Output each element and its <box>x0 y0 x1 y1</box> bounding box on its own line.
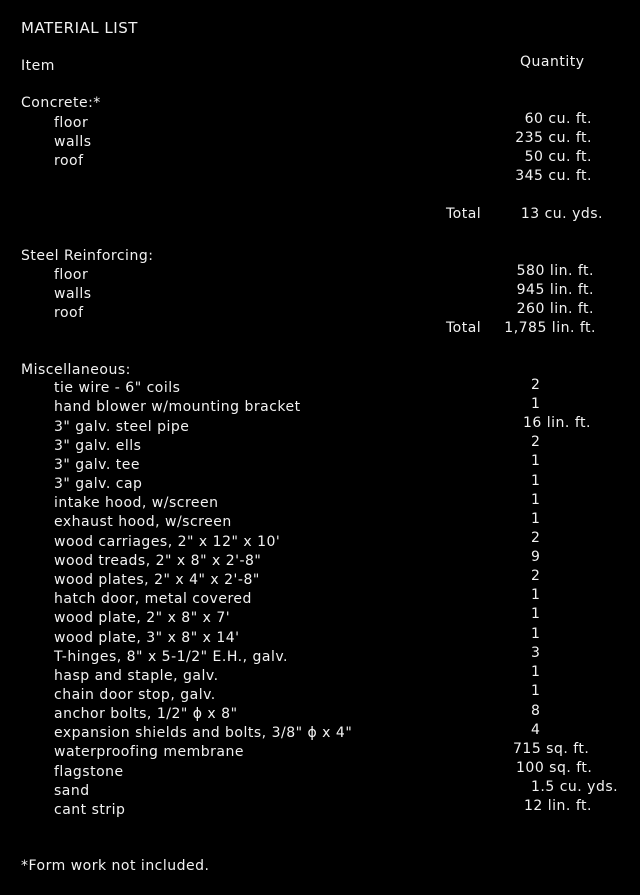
steel-item-name: walls <box>54 286 92 302</box>
misc-heading: Miscellaneous: <box>21 362 131 378</box>
misc-item-qty: 1 <box>531 511 541 527</box>
misc-item-name: hatch door, metal covered <box>54 591 252 607</box>
misc-item-qty: 9 <box>531 549 541 565</box>
misc-item-name: hasp and staple, galv. <box>54 668 219 684</box>
misc-item-name: flagstone <box>54 764 124 780</box>
misc-item-name: tie wire - 6" coils <box>54 380 181 396</box>
misc-item-qty: 715 sq. ft. <box>513 741 590 757</box>
concrete-heading: Concrete:* <box>21 95 101 111</box>
misc-item-qty: 3 <box>531 645 541 661</box>
misc-item-name: waterproofing membrane <box>54 744 244 760</box>
misc-item-name: chain door stop, galv. <box>54 687 216 703</box>
concrete-total: 13 cu. yds. <box>520 206 603 222</box>
misc-item-name: intake hood, w/screen <box>54 495 219 511</box>
footnote: *Form work not included. <box>21 858 210 874</box>
misc-item-qty: 1 <box>531 473 541 489</box>
misc-item-qty: 1 <box>531 396 541 412</box>
misc-item-qty: 2 <box>531 568 541 584</box>
misc-item-name: wood plate, 3" x 8" x 14' <box>54 630 240 646</box>
steel-item-qty: 945 lin. ft. <box>516 282 594 298</box>
misc-item-name: 3" galv. tee <box>54 457 140 473</box>
misc-item-qty: 16 lin. ft. <box>523 415 591 431</box>
concrete-item-qty: 50 cu. ft. <box>524 149 592 165</box>
item-header: Item <box>21 58 55 74</box>
misc-item-name: wood plates, 2" x 4" x 2'-8" <box>54 572 260 588</box>
steel-heading: Steel Reinforcing: <box>21 248 154 264</box>
misc-item-name: hand blower w/mounting bracket <box>54 399 301 415</box>
concrete-item-qty: 60 cu. ft. <box>524 111 592 127</box>
misc-item-qty: 8 <box>531 703 541 719</box>
misc-item-qty: 1 <box>531 492 541 508</box>
steel-item-qty: 260 lin. ft. <box>516 301 594 317</box>
misc-item-name: wood plate, 2" x 8" x 7' <box>54 610 231 626</box>
misc-item-name: wood carriages, 2" x 12" x 10' <box>54 534 281 550</box>
concrete-item-name: walls <box>54 134 92 150</box>
concrete-item-qty: 235 cu. ft. <box>515 130 592 146</box>
steel-item-name: floor <box>54 267 89 283</box>
misc-item-qty: 1 <box>531 453 541 469</box>
steel-total: 1,785 lin. ft. <box>504 320 596 336</box>
misc-item-qty: 4 <box>531 722 541 738</box>
misc-item-qty: 1 <box>531 587 541 603</box>
concrete-subtotal: 345 cu. ft. <box>515 168 592 184</box>
steel-total-label: Total <box>446 320 482 336</box>
misc-item-name: 3" galv. steel pipe <box>54 419 190 435</box>
misc-item-qty: 1.5 cu. yds. <box>531 779 619 795</box>
misc-item-name: wood treads, 2" x 8" x 2'-8" <box>54 553 262 569</box>
quantity-header: Quantity <box>520 54 585 70</box>
misc-item-qty: 2 <box>531 530 541 546</box>
misc-item-qty: 12 lin. ft. <box>524 798 592 814</box>
steel-item-name: roof <box>54 305 84 321</box>
steel-item-qty: 580 lin. ft. <box>516 263 594 279</box>
misc-item-name: anchor bolts, 1/2" ϕ x 8" <box>54 706 238 722</box>
misc-item-qty: 100 sq. ft. <box>516 760 593 776</box>
misc-item-qty: 1 <box>531 664 541 680</box>
misc-item-name: cant strip <box>54 802 126 818</box>
misc-item-qty: 1 <box>531 606 541 622</box>
misc-item-name: 3" galv. ells <box>54 438 142 454</box>
concrete-item-name: roof <box>54 153 84 169</box>
misc-item-name: sand <box>54 783 90 799</box>
misc-item-name: exhaust hood, w/screen <box>54 514 232 530</box>
misc-item-qty: 2 <box>531 377 541 393</box>
misc-item-name: expansion shields and bolts, 3/8" ϕ x 4" <box>54 725 353 741</box>
concrete-total-label: Total <box>446 206 482 222</box>
misc-item-qty: 2 <box>531 434 541 450</box>
misc-item-qty: 1 <box>531 626 541 642</box>
page-title: MATERIAL LIST <box>21 19 138 37</box>
misc-item-qty: 1 <box>531 683 541 699</box>
misc-item-name: 3" galv. cap <box>54 476 143 492</box>
misc-item-name: T-hinges, 8" x 5-1/2" E.H., galv. <box>54 649 288 665</box>
concrete-item-name: floor <box>54 115 89 131</box>
